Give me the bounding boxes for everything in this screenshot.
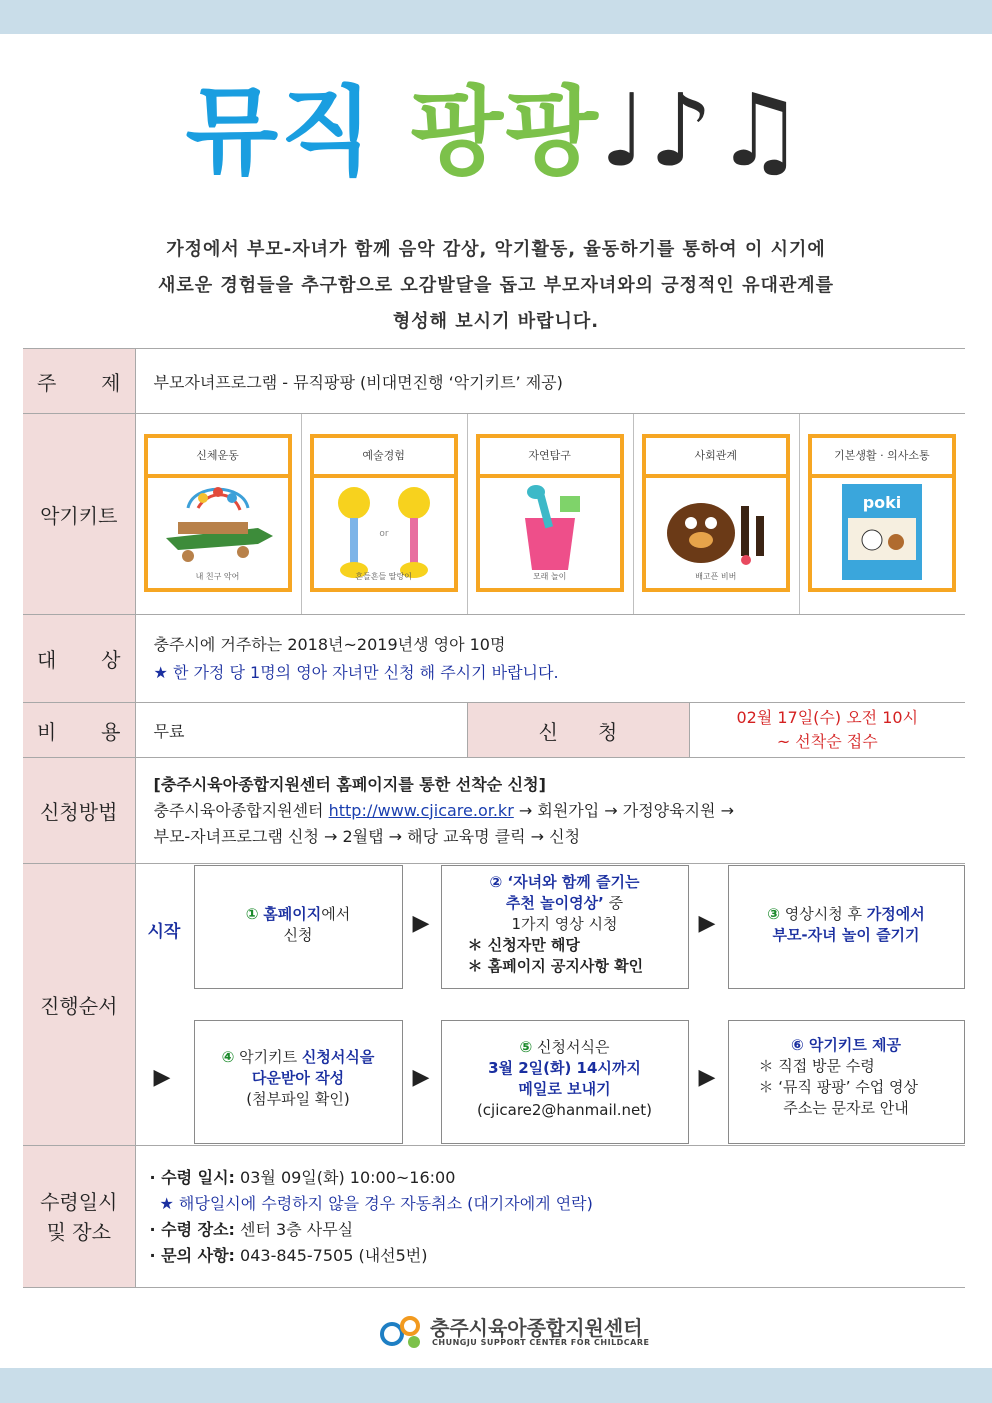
kit-item bbox=[468, 414, 634, 614]
intro-line: 가정에서 부모-자녀가 함께 음악 감상, 악기활동, 율동하기를 통하여 이 시기에 bbox=[166, 239, 826, 260]
method-line3: 부모-자녀프로그램 신청 → 2월탭 → 해당 교육명 클릭 → 신청 bbox=[153, 826, 581, 846]
method-line2: 충주시육아종합지원센터 http://www.cjicare.or.kr → 회원가입 → 가정양육지원 → bbox=[153, 800, 734, 820]
target-label bbox=[23, 615, 135, 703]
target-row bbox=[23, 615, 965, 703]
cost-value: 무료 bbox=[135, 703, 467, 758]
target-line2-text: 한 가정 당 1명의 영아 자녀만 신청 해 주시기 바랍니다. bbox=[172, 662, 559, 682]
target-line2 bbox=[154, 659, 966, 687]
method-row bbox=[23, 758, 965, 864]
title-part1: 뮤직 bbox=[185, 76, 375, 188]
step2-box: ② ‘자녀와 함께 즐기는 추천 놀이영상’ 중 1가지 영상 시청 ＊ 신청자만 해당 ＊ 홈페이지 공지사항 확인 bbox=[441, 865, 689, 989]
target-line1: 충주시에 거주하는 2018년~2019년생 영아 10명 bbox=[153, 634, 506, 654]
cost-label-b: 용 bbox=[101, 719, 121, 744]
cost-label bbox=[23, 703, 135, 758]
pickup-value bbox=[135, 1146, 965, 1288]
step5-box: ⑤ 신청서식은 3월 2일(화) 14시까지 메일로 보내기 (cjicare2@hanmail.net) bbox=[441, 1020, 689, 1144]
pickup-place: · 수령 장소: 센터 3층 사무실 bbox=[149, 1219, 354, 1239]
topic-label bbox=[23, 349, 135, 414]
kit-item-title: 신체운동 bbox=[148, 438, 288, 474]
kit-item-caption: 내 친구 악어 bbox=[195, 572, 240, 581]
kit-item-caption: 모래 놀이 bbox=[532, 572, 567, 581]
footer-sub: CHUNGJU SUPPORT CENTER FOR CHILDCARE bbox=[432, 1338, 650, 1347]
kit-label: 악기키트 bbox=[23, 414, 135, 615]
kit-item bbox=[634, 414, 800, 614]
arrow-icon: ▶ bbox=[412, 1064, 430, 1090]
bottom-band bbox=[0, 1368, 992, 1403]
poster-title bbox=[0, 66, 992, 216]
topic-label-b: 제 bbox=[101, 370, 121, 395]
target-label-a: 대 bbox=[37, 648, 57, 672]
pickup-time: · 수령 일시: 03월 09일(화) 10:00~16:00 bbox=[149, 1167, 456, 1187]
apply-label bbox=[467, 703, 689, 758]
title-part2: 팡팡 bbox=[410, 76, 600, 188]
pickup-contact: · 문의 사항: 043-845-7505 (내선5번) bbox=[149, 1245, 428, 1265]
method-line1: [충주시육아종합지원센터 홈페이지를 통한 선착순 신청] bbox=[153, 774, 546, 794]
pickup-row bbox=[23, 1146, 965, 1288]
topic-label-a: 주 bbox=[37, 370, 57, 395]
kit-list bbox=[136, 414, 966, 614]
apply-label-a: 신 bbox=[538, 719, 558, 744]
arrow-icon: ▶ bbox=[153, 1064, 171, 1090]
topic-value: 부모자녀프로그램 - 뮤직팡팡 (비대면진행 ‘악기키트’ 제공) bbox=[135, 349, 965, 414]
kit-item-title: 자연탐구 bbox=[480, 438, 620, 474]
step6-box: ⑥ 악기키트 제공 ＊ 직접 방문 수령 ＊ ‘뮤직 팡팡’ 수업 영상 주소는 문자로 안내 bbox=[728, 1020, 965, 1144]
center-logo-icon bbox=[380, 1312, 426, 1352]
topic-row bbox=[23, 349, 965, 414]
kit-item bbox=[302, 414, 468, 614]
footer-logo bbox=[380, 1310, 680, 1354]
email-address: (cjicare2@hanmail.net) bbox=[476, 1100, 653, 1119]
homepage-link[interactable]: http://www.cjicare.or.kr bbox=[328, 800, 514, 820]
method-label: 신청방법 bbox=[23, 758, 135, 864]
step4-box: ④ 악기키트 신청서식을 다운받아 작성 (첨부파일 확인) bbox=[194, 1020, 403, 1144]
pickup-notice: ★ 해당일시에 수령하지 않을 경우 자동취소 (대기자에게 연락) bbox=[159, 1193, 593, 1213]
apply-date-line2: ~ 선착순 접수 bbox=[776, 732, 878, 751]
kit-item-caption: 배고픈 비버 bbox=[695, 572, 737, 581]
kit-item-caption: 흔들흔들 딸랑이 bbox=[355, 572, 412, 581]
sand-bucket-image bbox=[480, 478, 620, 588]
start-label: 시작 bbox=[147, 921, 181, 942]
process-row bbox=[23, 864, 965, 1146]
cost-row bbox=[23, 703, 965, 758]
star-icon: ★ bbox=[159, 1193, 174, 1213]
kit-item bbox=[136, 414, 302, 614]
kit-item bbox=[800, 414, 965, 614]
apply-label-b: 청 bbox=[598, 719, 618, 744]
apply-date-line1: 02월 17일(수) 오전 10시 bbox=[736, 708, 919, 727]
top-band bbox=[0, 0, 992, 34]
footer-name: 충주시육아종합지원센터 bbox=[430, 1316, 643, 1340]
book-title: poki bbox=[862, 493, 902, 512]
method-value bbox=[135, 758, 965, 864]
beaver-toy-image bbox=[646, 478, 786, 588]
kit-row bbox=[23, 414, 965, 615]
intro-line: 형성해 보시기 바랍니다. bbox=[392, 311, 600, 332]
intro-line: 새로운 경험들을 추구함으로 오감발달을 돕고 부모자녀와의 긍정적인 유대관계를 bbox=[157, 275, 835, 296]
apply-date bbox=[689, 703, 965, 758]
cost-label-a: 비 bbox=[37, 719, 57, 744]
kit-item-title: 예술경험 bbox=[314, 438, 454, 474]
book-image bbox=[812, 478, 952, 588]
arrow-icon: ▶ bbox=[698, 910, 716, 936]
info-table bbox=[23, 348, 965, 1288]
crocodile-toy-image bbox=[148, 478, 288, 588]
pickup-label: 수령일시 및 장소 bbox=[23, 1146, 135, 1288]
target-label-b: 상 bbox=[101, 648, 121, 672]
step1-box: ① 홈페이지에서 신청 bbox=[194, 865, 403, 989]
arrow-icon: ▶ bbox=[698, 1064, 716, 1090]
target-value bbox=[135, 615, 965, 703]
arrow-icon: ▶ bbox=[412, 910, 430, 936]
or-text: or bbox=[378, 529, 389, 539]
process-label: 진행순서 bbox=[23, 864, 135, 1146]
star-icon: ★ bbox=[153, 662, 168, 682]
kit-item-title: 기본생활 · 의사소통 bbox=[812, 438, 952, 474]
process-flow bbox=[136, 865, 966, 1145]
intro-text bbox=[60, 232, 932, 340]
rattle-toy-image bbox=[314, 478, 454, 588]
step3-box: ③ 영상시청 후 가정에서 부모-자녀 놀이 즐기기 bbox=[728, 865, 965, 989]
kit-item-title: 사회관계 bbox=[646, 438, 786, 474]
music-notes-icon: ♩♪♫ bbox=[599, 72, 807, 189]
